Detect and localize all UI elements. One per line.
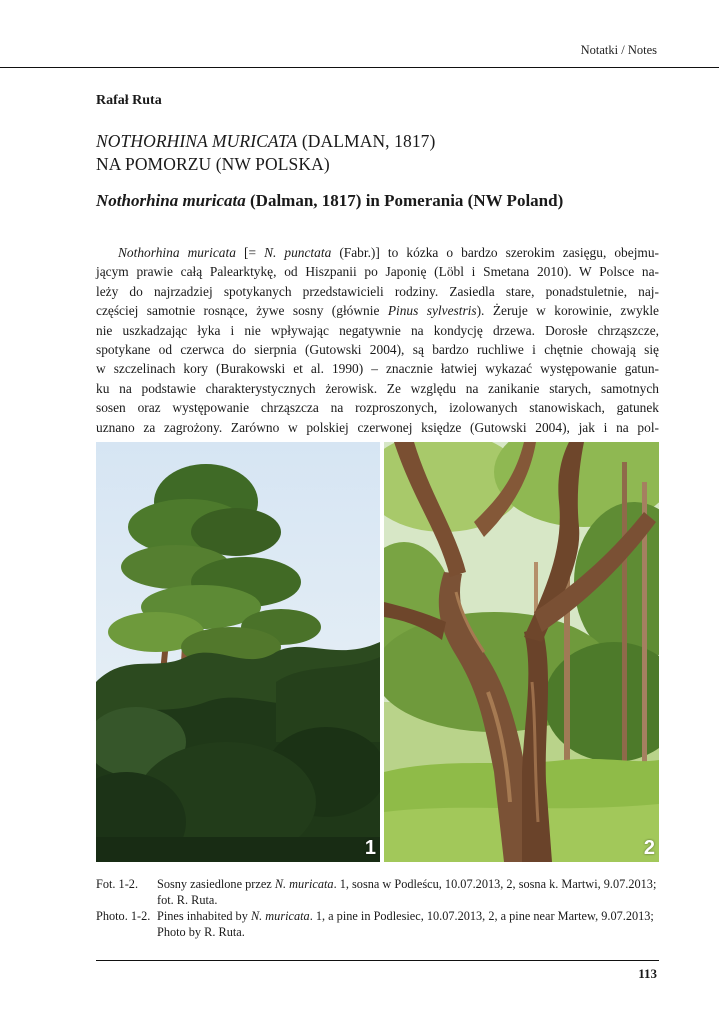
caption-english-text xyxy=(96,909,659,940)
body-line xyxy=(96,243,659,262)
caption-polish xyxy=(96,877,659,908)
body-line: sosen oraz występowanie chrząszcza na rozproszonych, izolowanych stanowiskach, gatunek xyxy=(96,400,659,416)
body-text-span: ). Żeruje w korowinie, zwykle xyxy=(476,303,659,319)
photo-1-pine-podlesiec xyxy=(96,442,380,862)
title-english xyxy=(96,190,563,212)
caption-text-span: Pines inhabited by xyxy=(157,909,251,923)
species-name: Nothorhina muricata xyxy=(118,245,236,260)
title-english-rest: (Dalman, 1817) in Pomerania (NW Poland) xyxy=(245,191,564,210)
species-synonym: N. punctata xyxy=(264,245,332,260)
caption-polish-label: Fot. 1-2. xyxy=(96,877,139,891)
photo-1-image xyxy=(96,442,380,862)
title-polish-author-year: (DALMAN, 1817) xyxy=(297,131,436,151)
body-line: leży do najrzadziej spotykanych przedstawicieli rodziny. Zasiedla stare, ponadstuletnie, naj- xyxy=(96,283,659,299)
photo-2-image xyxy=(384,442,659,862)
header-rule xyxy=(0,67,719,68)
body-line: w szczelinach kory (Burakowski et al. 1990) – znacznie łatwiej wykazać występowanie gatun- xyxy=(96,361,659,377)
body-text-span: (Fabr.)] to kózka o bardzo szerokim zasięgu, obejmu- xyxy=(331,245,659,260)
page-number: 113 xyxy=(638,966,657,981)
body-line: nie uszkadzając łyka i nie wpływając negatywnie na kondycję drzewa. Dorosłe chrząszcze, xyxy=(96,322,659,338)
caption-text-span: Sosny zasiedlone przez xyxy=(157,877,275,891)
species-name: Pinus sylvestris xyxy=(387,303,477,319)
body-line xyxy=(96,301,659,320)
body-line: spotykane od czerwca do sierpnia (Gutowski 2004), są bardzo ruchliwe i chętnie chowają się xyxy=(96,342,659,358)
body-text-span: [= xyxy=(235,245,265,260)
author: Rafał Ruta xyxy=(96,93,162,108)
caption-text-span: . 1, sosna w Podleścu, 10.07.2013, 2, sosna k. Martwi, 9.07.2013; fot. R. Ruta. xyxy=(157,877,657,907)
body-paragraph xyxy=(96,243,659,437)
photo-1-number: 1 xyxy=(364,837,376,859)
body-line: uznano za zagrożony. Zarówno w polskiej czerwonej księdze (Gutowski 2004), jak i na pol- xyxy=(96,419,659,435)
caption-species: N. muricata xyxy=(250,909,310,923)
title-english-species: Nothorhina muricata xyxy=(96,191,246,210)
photo-2-pine-martew xyxy=(384,442,659,862)
caption-english xyxy=(96,909,659,940)
running-head: Notatki / Notes xyxy=(580,43,657,57)
caption-polish-text xyxy=(96,877,659,908)
body-line: jącym prawie całą Palearktykę, od Hiszpanii po Japonię (Löbl i Smetana 2010). W Polsce na- xyxy=(96,264,659,280)
photo-2-number: 2 xyxy=(643,837,655,859)
caption-text-span: . 1, a pine in Podlesiec, 10.07.2013, 2, a pine near Martew, 9.07.2013; Photo by R. Ruta. xyxy=(157,909,654,939)
footer-rule xyxy=(96,960,659,961)
title-polish-line2: NA POMORZU (NW POLSKA) xyxy=(96,154,330,174)
body-line: ku na podstawie charakterystycznych żerowisk. Ze względu na zanikanie starych, samotnych xyxy=(96,380,659,396)
title-polish-species: NOTHORHINA MURICATA xyxy=(96,131,298,151)
caption-species: N. muricata xyxy=(274,877,334,891)
caption-english-label: Photo. 1-2. xyxy=(96,909,151,923)
title-polish xyxy=(96,130,435,176)
title-polish-line1 xyxy=(96,130,435,153)
body-text-span: częściej samotnie rosnące, żywe sosny (głównie xyxy=(96,303,388,319)
